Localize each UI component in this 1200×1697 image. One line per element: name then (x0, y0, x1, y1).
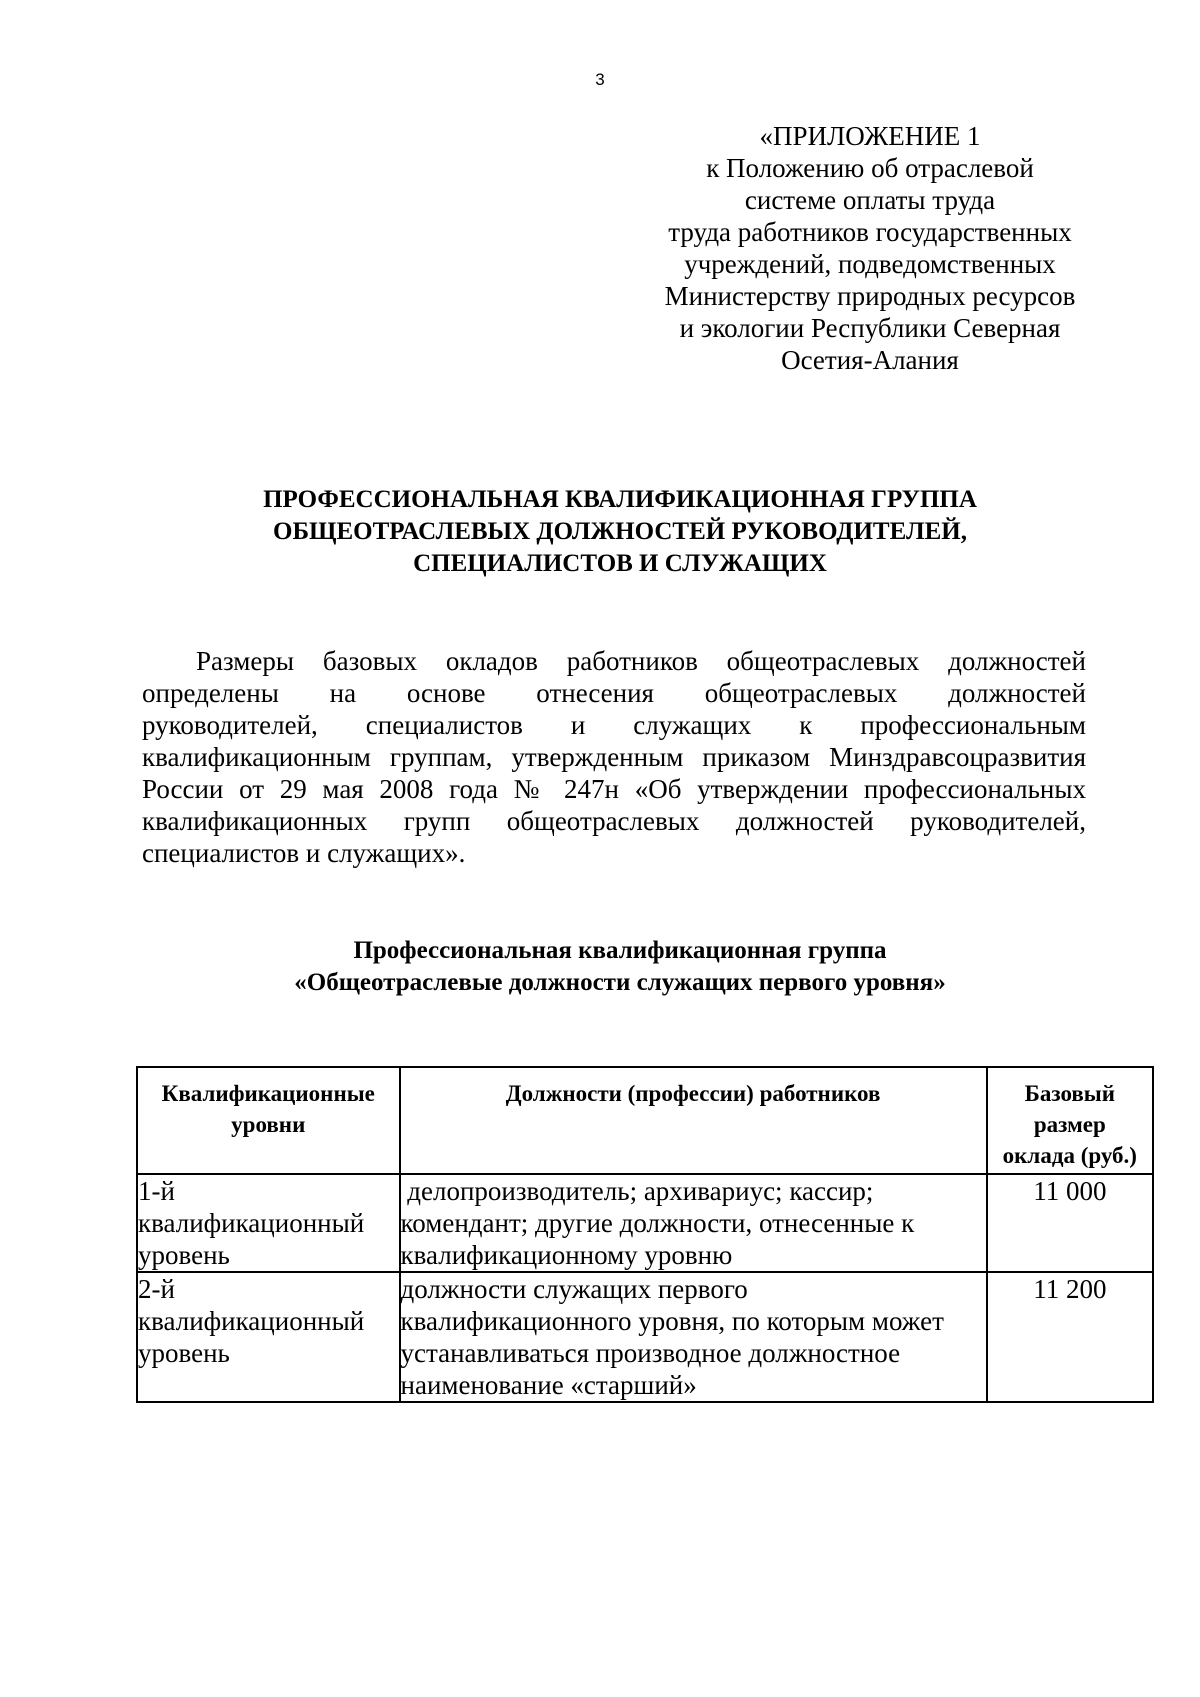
table-row (137, 1272, 1153, 1402)
appendix-line: и экологии Республики Северная (679, 313, 1061, 343)
cell-line: должности служащих первого (400, 1274, 748, 1304)
header-line: уровни (231, 1112, 306, 1137)
paragraph-line: определены на основе отнесения общеотраслевых должностей (142, 678, 1086, 708)
paragraph-line: России от 29 мая 2008 года № 247н «Об утверждении профессиональных (142, 774, 1086, 804)
header-line: Должности (профессии) работников (505, 1081, 881, 1106)
header-line: размер (1033, 1112, 1106, 1137)
appendix-line: учреждений, подведомственных (684, 249, 1056, 279)
paragraph-line: Размеры базовых окладов работников общеотраслевых должностей (196, 646, 1086, 676)
intro-paragraph (142, 645, 1086, 869)
cell-line: 1-й (138, 1176, 175, 1206)
cell-level (137, 1174, 400, 1272)
header-levels (137, 1067, 400, 1174)
header-line: оклада (руб.) (1002, 1143, 1137, 1168)
subtitle-line: «Общеотраслевые должности служащих первого уровня» (294, 969, 946, 996)
cell-line: квалификационный (138, 1208, 365, 1238)
cell-line: устанавливаться производное должностное (400, 1338, 901, 1368)
header-line: Квалификационные (161, 1081, 375, 1106)
appendix-line: к Положению об отраслевой (706, 153, 1034, 183)
appendix-line: Министерству природных ресурсов (664, 281, 1076, 311)
appendix-heading (640, 120, 1100, 376)
qualification-table (136, 1066, 1154, 1403)
header-line: Базовый (1024, 1081, 1116, 1106)
appendix-line: труда работников государственных (668, 217, 1072, 247)
document-title (140, 484, 1100, 580)
cell-positions (400, 1272, 987, 1402)
cell-positions (400, 1174, 987, 1272)
cell-line: квалификационного уровня, по которым может (400, 1306, 944, 1336)
cell-salary: 11 200 (987, 1272, 1153, 1402)
header-salary (987, 1067, 1153, 1174)
cell-line: уровень (138, 1338, 230, 1368)
title-line: СПЕЦИАЛИСТОВ И СЛУЖАЩИХ (413, 550, 827, 577)
table-header-row (137, 1067, 1153, 1174)
subtitle-line: Профессиональная квалификационная группа (353, 937, 887, 964)
appendix-line: системе оплаты труда (744, 185, 996, 215)
cell-line: наименование «старший» (400, 1370, 697, 1400)
group-subtitle (140, 935, 1100, 999)
paragraph-line: руководителей, специалистов и служащих к профессиональным (142, 710, 1086, 740)
paragraph-line: специалистов и служащих». (142, 838, 466, 868)
cell-salary: 11 000 (987, 1174, 1153, 1272)
cell-line: уровень (138, 1240, 230, 1270)
title-line: ПРОФЕССИОНАЛЬНАЯ КВАЛИФИКАЦИОННАЯ ГРУППА (263, 486, 977, 513)
paragraph-line: квалификационных групп общеотраслевых должностей руководителей, (142, 806, 1086, 836)
cell-line: делопроизводитель; архивариус; кассир; (400, 1176, 874, 1206)
title-line: ОБЩЕОТРАСЛЕВЫХ ДОЛЖНОСТЕЙ РУКОВОДИТЕЛЕЙ, (273, 518, 967, 545)
page-number: 3 (595, 70, 605, 89)
cell-level (137, 1272, 400, 1402)
appendix-line: Осетия-Алания (781, 345, 959, 375)
appendix-line: «ПРИЛОЖЕНИЕ 1 (759, 121, 981, 151)
cell-line: комендант; другие должности, отнесенные к (400, 1208, 915, 1238)
paragraph-line: квалификационным группам, утвержденным приказом Минздравсоцразвития (142, 742, 1086, 772)
header-positions (400, 1067, 987, 1174)
cell-line: квалификационному уровню (400, 1240, 733, 1270)
cell-line: 2-й (138, 1274, 175, 1304)
table-row (137, 1174, 1153, 1272)
cell-line: квалификационный (138, 1306, 365, 1336)
